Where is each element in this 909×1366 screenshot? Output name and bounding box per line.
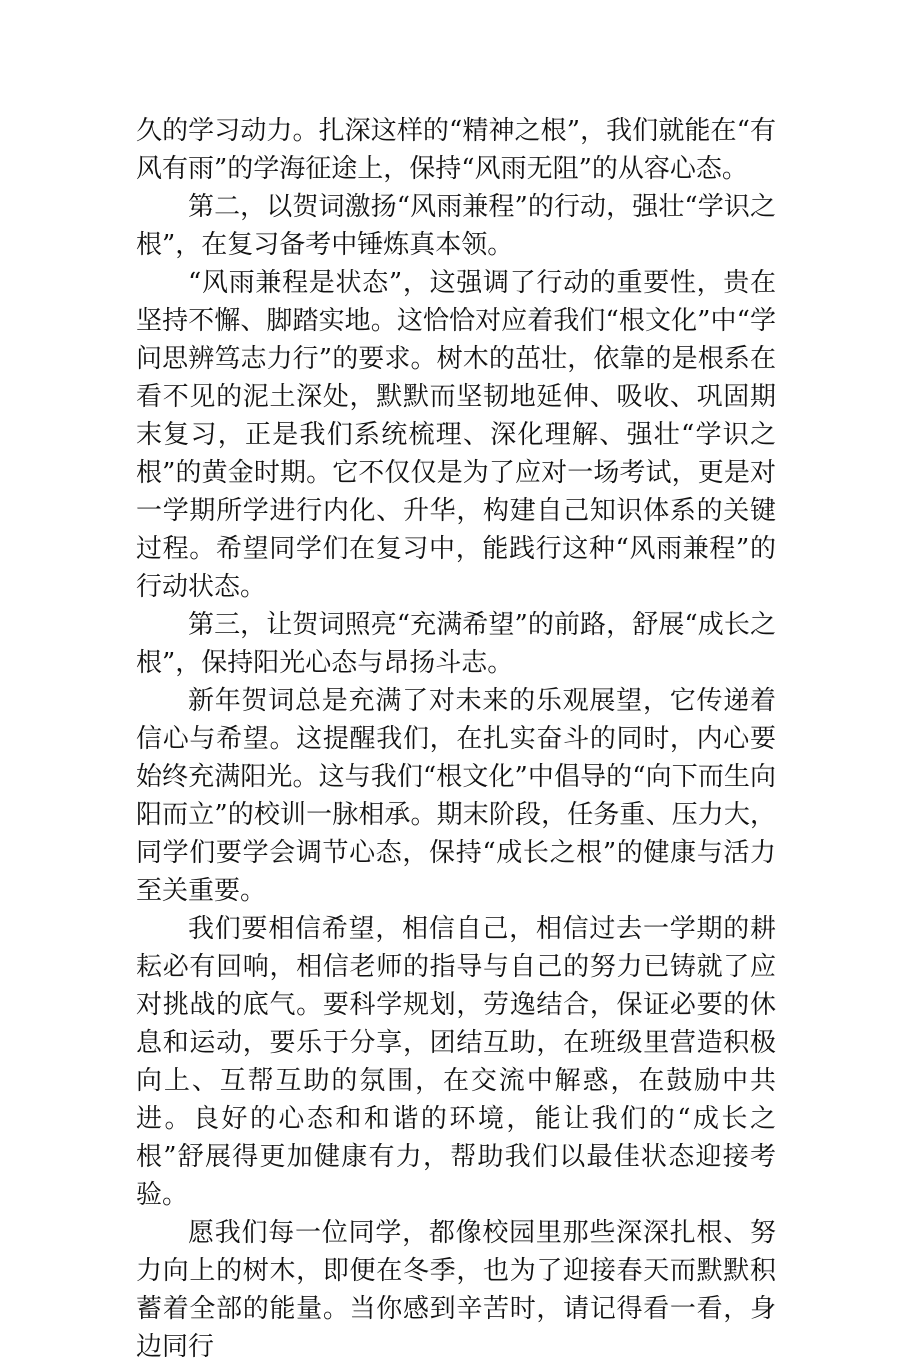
paragraph-6: 我们要相信希望，相信自己，相信过去一学期的耕耘必有回响，相信老师的指导与自己的努力已铸就了应对挑战的底气。要科学规划，劳逸结合，保证必要的休息和运动，要乐于分享，团结互助，在班级里营造积极向上、互帮互助的氛围，在交流中解惑，在鼓励中共进。良好的心态和和谐的环境，能让我们的“成长之根”舒展得更加健康有力，帮助我们以最佳状态迎接考验。 <box>136 914 776 1210</box>
paragraph-2: 第二，以贺词激扬“风雨兼程”的行动，强壮“学识之根”，在复习备考中锤炼真本领。 <box>136 192 776 260</box>
paragraph-1: 久的学习动力。扎深这样的“精神之根”，我们就能在“有风有雨”的学海征途上，保持“风雨无阻”的从容心态。 <box>136 116 776 184</box>
paragraph-7: 愿我们每一位同学，都像校园里那些深深扎根、努力向上的树木，即便在冬季，也为了迎接春天而默默积蓄着全部的能量。当你感到辛苦时，请记得看一看，身边同行 <box>136 1218 776 1362</box>
document-body <box>136 112 776 1366</box>
paragraph-4: 第三，让贺词照亮“充满希望”的前路，舒展“成长之根”，保持阳光心态与昂扬斗志。 <box>136 610 776 678</box>
paragraph-5: 新年贺词总是充满了对未来的乐观展望，它传递着信心与希望。这提醒我们，在扎实奋斗的同时，内心要始终充满阳光。这与我们“根文化”中倡导的“向下而生向阳而立”的校训一脉相承。期末阶段，任务重、压力大，同学们要学会调节心态，保持“成长之根”的健康与活力至关重要。 <box>136 686 776 906</box>
paragraph-3: “风雨兼程是状态”，这强调了行动的重要性，贵在坚持不懈、脚踏实地。这恰恰对应着我们“根文化”中“学问思辨笃志力行”的要求。树木的茁壮，依靠的是根系在看不见的泥土深处，默默而坚韧地延伸、吸收、巩固期末复习，正是我们系统梳理、深化理解、强壮“学识之根”的黄金时期。它不仅仅是为了应对一场考试，更是对一学期所学进行内化、升华，构建自己知识体系的关键过程。希望同学们在复习中，能践行这种“风雨兼程”的行动状态。 <box>136 268 776 602</box>
